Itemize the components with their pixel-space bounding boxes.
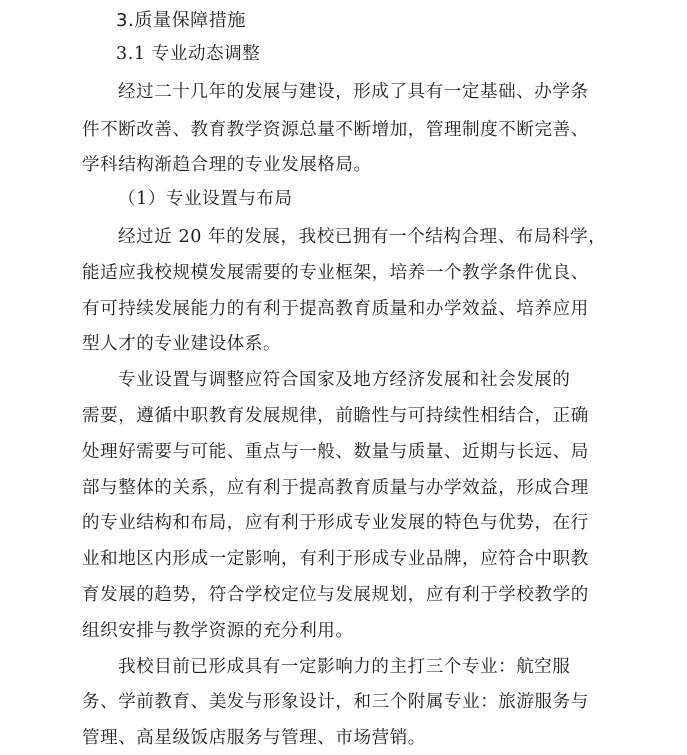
paragraph-4-line-2: 务、学前教育、美发与形象设计，和三个附属专业：旅游服务与 xyxy=(82,692,589,712)
paragraph-3-line-7: 育发展的趋势，符合学校定位与发展规划，应有利于学校教学的 xyxy=(82,585,589,605)
paragraph-4-line-3: 管理、高星级饭店服务与管理、市场营销。 xyxy=(82,728,426,748)
subsection-heading: 3.1 专业动态调整 xyxy=(116,44,261,64)
paragraph-3-line-8: 组织安排与教学资源的充分利用。 xyxy=(82,621,354,641)
section-heading: 3.质量保障措施 xyxy=(116,10,246,31)
paragraph-4-line-1: 我校目前已形成具有一定影响力的主打三个专业：航空服 xyxy=(118,657,571,677)
paragraph-3-line-1: 专业设置与调整应符合国家及地方经济发展和社会发展的 xyxy=(118,370,571,390)
paragraph-1-line-1: 经过二十几年的发展与建设，形成了具有一定基础、办学条 xyxy=(118,82,589,102)
paragraph-1-line-3: 学科结构渐趋合理的专业发展格局。 xyxy=(82,155,372,175)
item-heading: （1）专业设置与布局 xyxy=(118,189,293,209)
paragraph-2-line-1: 经过近 20 年的发展，我校已拥有一个结构合理、布局科学， xyxy=(118,227,607,247)
paragraph-3-line-6: 业和地区内形成一定影响，有利于形成专业品牌，应符合中职教 xyxy=(82,549,589,569)
paragraph-3-line-5: 的专业结构和布局，应有利于形成专业发展的特色与优势，在行 xyxy=(82,513,589,533)
paragraph-2-line-2: 能适应我校规模发展需要的专业框架，培养一个教学条件优良、 xyxy=(82,263,589,283)
paragraph-2-line-3: 有可持续发展能力的有利于提高教育质量和办学效益、培养应用 xyxy=(82,299,589,319)
paragraph-3-line-3: 处理好需要与可能、重点与一般、数量与质量、近期与长远、局 xyxy=(82,442,589,462)
paragraph-2-line-4: 型人才的专业建设体系。 xyxy=(82,334,282,354)
paragraph-3-line-4: 部与整体的关系，应有利于提高教育质量与办学效益，形成合理 xyxy=(82,478,589,498)
paragraph-1-line-2: 件不断改善、教育教学资源总量不断增加，管理制度不断完善、 xyxy=(82,120,589,140)
paragraph-3-line-2: 需要，遵循中职教育发展规律，前瞻性与可持续性相结合，正确 xyxy=(82,406,589,426)
